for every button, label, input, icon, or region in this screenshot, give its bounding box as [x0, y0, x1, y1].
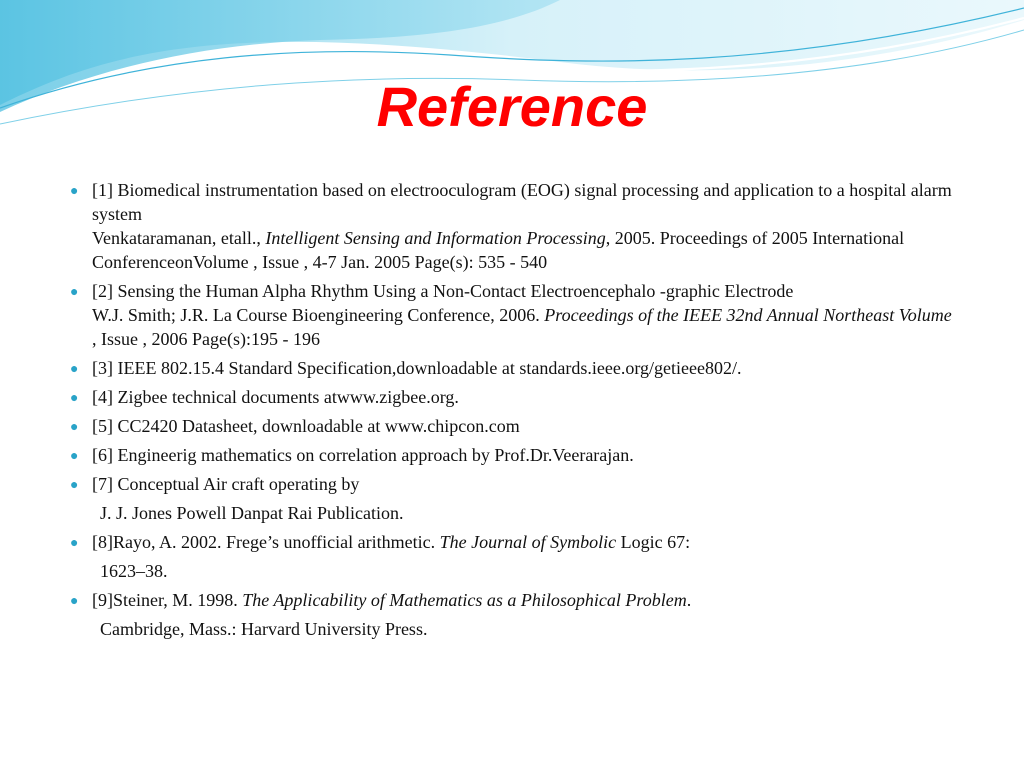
- citation-details: .: [686, 590, 692, 610]
- bullet-icon: ●: [70, 362, 79, 377]
- reference-list: [70, 178, 960, 646]
- reference-item-1: [70, 178, 960, 274]
- reference-text: [3] IEEE 802.15.4 Standard Specification,downloadable at standards.ieee.org/getieee802/.: [92, 358, 742, 378]
- reference-title: [1] Biomedical instrumentation based on electrooculogram (EOG) signal processing and application to a hospital alarm system: [92, 180, 952, 224]
- bullet-icon: ●: [70, 285, 79, 300]
- citation-details: Logic 67:: [616, 532, 691, 552]
- bullet-icon: ●: [70, 391, 79, 406]
- bullet-icon: ●: [70, 594, 79, 609]
- reference-item-6: [70, 443, 960, 467]
- citation-details: , 2005. Proceedings of 2005 International ConferenceonVolume , Issue , 4-7 Jan. 2005 Page(s): 535 - 540: [92, 228, 905, 272]
- reference-text: [6] Engineerig mathematics on correlation approach by Prof.Dr.Veerarajan.: [92, 445, 634, 465]
- reference-item-2: [70, 279, 960, 351]
- citation-venue: Proceedings of the IEEE 32nd Annual Northeast Volume: [544, 305, 952, 325]
- citation-authors: [8]Rayo, A. 2002. Frege’s unofficial arithmetic.: [92, 532, 440, 552]
- reference-text: [92, 590, 691, 610]
- reference-item-4: [70, 385, 960, 409]
- reference-text: [7] Conceptual Air craft operating by: [92, 474, 360, 494]
- slide-title: Reference: [376, 75, 648, 138]
- bullet-icon: ●: [70, 478, 79, 493]
- reference-citation: [92, 303, 960, 351]
- reference-citation: [92, 226, 960, 274]
- reference-item-8: [70, 530, 960, 583]
- reference-item-5: [70, 414, 960, 438]
- citation-venue: The Journal of Symbolic: [439, 532, 617, 552]
- reference-title: [2] Sensing the Human Alpha Rhythm Using a Non-Contact Electroencephalo -graphic Electrode: [92, 281, 794, 301]
- reference-text: [92, 532, 690, 552]
- citation-authors: [9]Steiner, M. 1998.: [92, 590, 243, 610]
- reference-item-3: [70, 356, 960, 380]
- reference-continuation: 1623–38.: [100, 561, 168, 581]
- bullet-icon: ●: [70, 420, 79, 435]
- reference-text: [4] Zigbee technical documents atwww.zigbee.org.: [92, 387, 459, 407]
- citation-authors: Venkataramanan, etall.,: [92, 228, 266, 248]
- citation-authors: W.J. Smith; J.R. La Course Bioengineering Conference, 2006.: [92, 305, 545, 325]
- reference-continuation: Cambridge, Mass.: Harvard University Press.: [100, 619, 428, 639]
- reference-text: [5] CC2420 Datasheet, downloadable at www.chipcon.com: [92, 416, 520, 436]
- reference-item-7: [70, 472, 960, 525]
- bullet-icon: ●: [70, 184, 79, 199]
- citation-venue: Intelligent Sensing and Information Processing: [265, 228, 606, 248]
- citation-details: , Issue , 2006 Page(s):195 - 196: [92, 329, 320, 349]
- bullet-icon: ●: [70, 449, 79, 464]
- reference-continuation: J. J. Jones Powell Danpat Rai Publication.: [100, 503, 404, 523]
- bullet-icon: ●: [70, 536, 79, 551]
- reference-item-9: [70, 588, 960, 641]
- citation-venue: The Applicability of Mathematics as a Philosophical Problem: [242, 590, 687, 610]
